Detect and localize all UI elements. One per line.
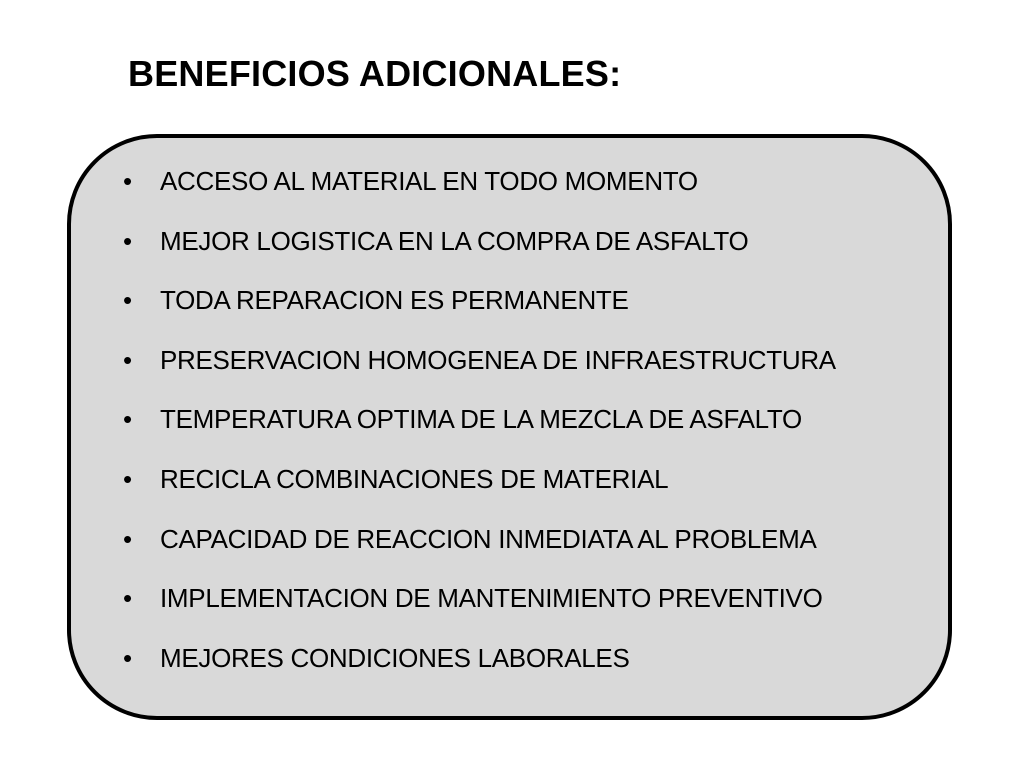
bullet-icon: • <box>123 285 133 316</box>
slide-title: BENEFICIOS ADICIONALES: <box>128 53 622 94</box>
bullet-icon: • <box>123 523 133 554</box>
benefit-text: MEJORES CONDICIONES LABORALES <box>160 642 630 673</box>
benefit-text: PRESERVACION HOMOGENEA DE INFRAESTRUCTURA <box>160 344 836 375</box>
bullet-icon: • <box>123 404 133 435</box>
benefit-text: RECICLA COMBINACIONES DE MATERIAL <box>160 463 669 494</box>
benefit-text: TEMPERATURA OPTIMA DE LA MEZCLA DE ASFALTO <box>160 404 802 435</box>
bullet-icon: • <box>123 463 133 494</box>
benefit-text: MEJOR LOGISTICA EN LA COMPRA DE ASFALTO <box>160 225 749 256</box>
benefit-text: CAPACIDAD DE REACCION INMEDIATA AL PROBLEMA <box>160 523 817 554</box>
benefit-text: IMPLEMENTACION DE MANTENIMIENTO PREVENTIVO <box>160 583 823 614</box>
bullet-icon: • <box>123 642 133 673</box>
bullet-icon: • <box>123 344 133 375</box>
benefit-text: ACCESO AL MATERIAL EN TODO MOMENTO <box>160 166 698 196</box>
bullet-icon: • <box>123 166 133 196</box>
benefit-text: TODA REPARACION ES PERMANENTE <box>160 285 629 316</box>
bullet-icon: • <box>123 225 133 256</box>
bullet-icon: • <box>123 583 133 614</box>
